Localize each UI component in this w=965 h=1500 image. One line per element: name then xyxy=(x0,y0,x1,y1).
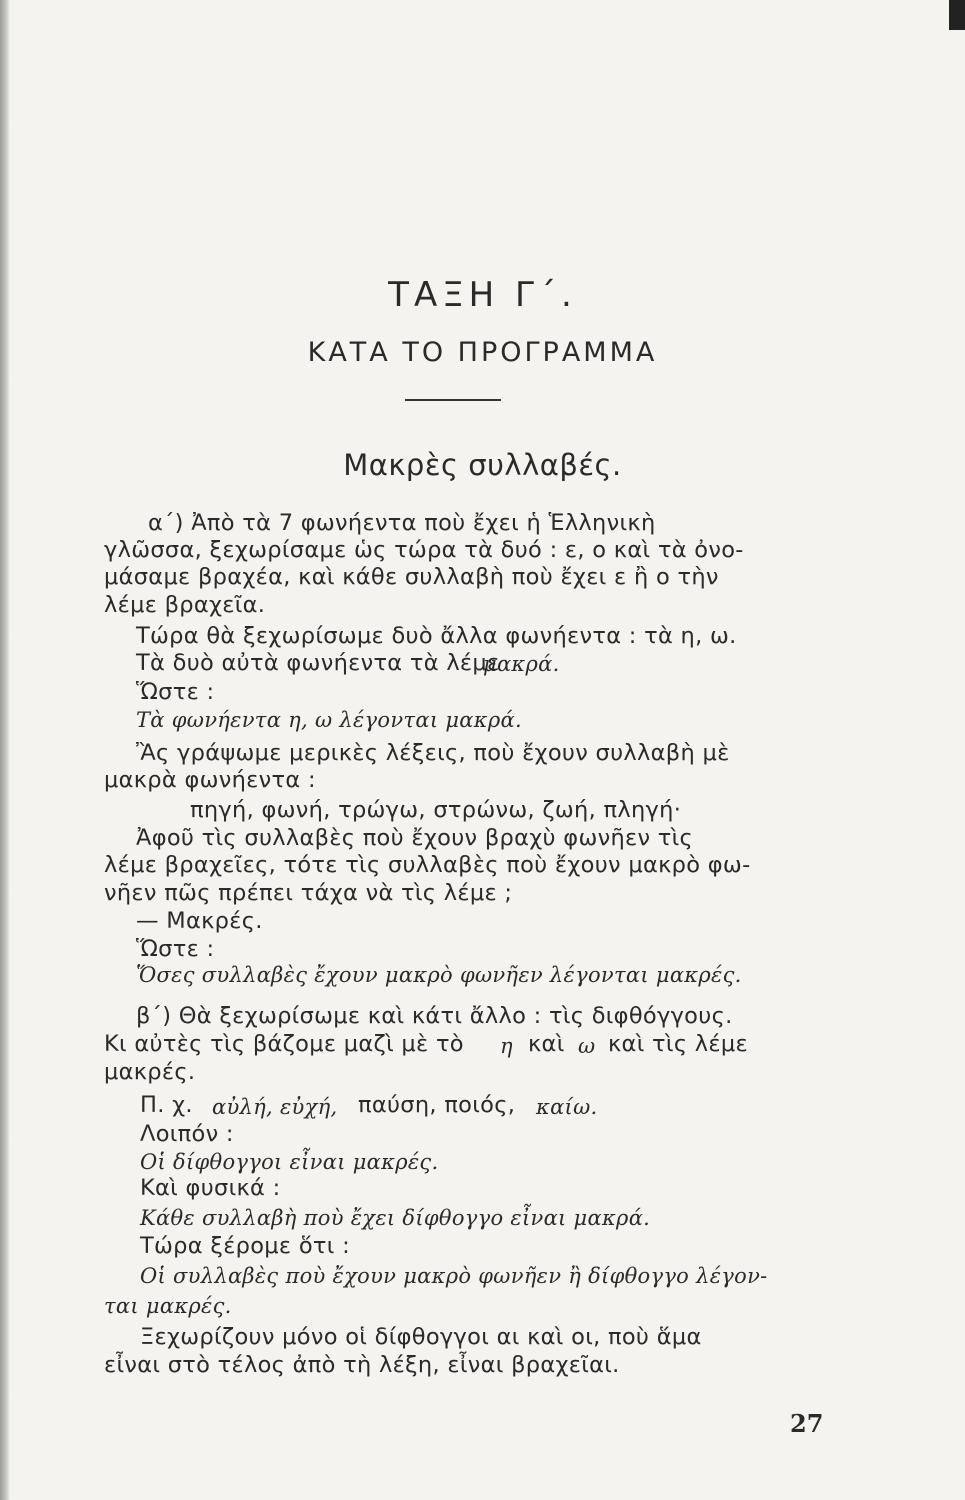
text-line: Ξεχωρίζουν μόνο οἱ δίφθογγοι αι καὶ οι, ποὺ ἅμα xyxy=(140,1324,702,1350)
text-line: καὶ xyxy=(528,1031,565,1057)
chapter-subheading: ΚΑΤΑ ΤΟ ΠΡΟΓΡΑΜΜΑ xyxy=(307,337,658,368)
emphasis-word: μακρά. xyxy=(483,652,560,676)
section-title: Μακρὲς συλλαβές. xyxy=(343,448,622,482)
text-line: Ἂς γράψωμε μερικὲς λέξεις, ποὺ ἔχουν συλλαβὴ μὲ xyxy=(136,740,730,766)
rule-statement: Οἱ δίφθογγοι εἶναι μακρές. xyxy=(140,1150,439,1174)
letter-omega: ω xyxy=(578,1034,596,1058)
text-line: νῆεν πῶς πρέπει τάχα νὰ τὶς λέμε ; xyxy=(104,880,513,906)
chapter-heading: ΤΑΞΗ Γ΄. xyxy=(388,275,577,315)
text-line: Λοιπόν : xyxy=(140,1121,234,1147)
example-words: καίω. xyxy=(536,1095,598,1119)
text-line: Τώρα ξέρομε ὅτι : xyxy=(140,1233,350,1259)
example-words: πηγή, φωνή, τρώγω, στρώνω, ζωή, πληγή· xyxy=(190,797,682,823)
text-line: εἶναι στὸ τέλος ἀπὸ τὴ λέξη, εἶναι βραχεῖαι. xyxy=(104,1352,620,1378)
text-line: Τὰ δυὸ αὐτὰ φωνήεντα τὰ λέμε xyxy=(136,650,500,676)
text-line: καὶ τὶς λέμε xyxy=(608,1031,748,1057)
text-line: Κι αὐτὲς τὶς βάζομε μαζὶ μὲ τὸ xyxy=(104,1031,464,1057)
rule-statement: Οἱ συλλαβὲς ποὺ ἔχουν μακρὸ φωνῆεν ἢ δίφθογγο λέγον- xyxy=(140,1264,768,1288)
text-line: Καὶ φυσικά : xyxy=(140,1175,281,1201)
text-line: μακρὰ φωνήεντα : xyxy=(104,767,316,793)
page-number: 27 xyxy=(790,1409,824,1438)
text-line: λέμε βραχεῖες, τότε τὶς συλλαβὲς ποὺ ἔχουν μακρὸ φω- xyxy=(104,852,751,878)
letter-eta: η xyxy=(500,1034,513,1058)
text-line: β΄) Θὰ ξεχωρίσωμε καὶ κάτι ἄλλο : τὶς διφθόγγους. xyxy=(136,1003,733,1029)
divider-rule xyxy=(405,399,501,401)
page-binding-edge xyxy=(0,0,10,1500)
text-line: Π. χ. xyxy=(140,1092,193,1118)
text-line: Ἀφοῦ τὶς συλλαβὲς ποὺ ἔχουν βραχὺ φωνῆεν τὶς xyxy=(136,825,694,851)
corner-mark xyxy=(949,0,965,30)
example-words: αὐλή, εὐχή, xyxy=(212,1095,338,1119)
example-words: παύση, ποιός, xyxy=(358,1092,516,1118)
text-line: μάσαμε βραχέα, καὶ κάθε συλλαβὴ ποὺ ἔχει ε ἢ ο τὴν xyxy=(104,564,719,590)
text-line: Ὥστε : xyxy=(136,936,215,962)
text-line: γλῶσσα, ξεχωρίσαμε ὡς τώρα τὰ δυό : ε, ο καὶ τὰ ὀνο- xyxy=(104,537,744,563)
rule-statement: Ὅσες συλλαβὲς ἔχουν μακρὸ φωνῆεν λέγονται μακρές. xyxy=(136,963,742,987)
text-line: Ὥστε : xyxy=(136,679,215,705)
text-line: — Μακρές. xyxy=(136,908,263,934)
rule-statement: ται μακρές. xyxy=(104,1294,232,1318)
rule-statement: Κάθε συλλαβὴ ποὺ ἔχει δίφθογγο εἶναι μακρά. xyxy=(140,1206,651,1230)
rule-statement: Τὰ φωνήεντα η, ω λέγονται μακρά. xyxy=(136,708,522,732)
text-line: λέμε βραχεῖα. xyxy=(104,592,266,618)
text-line: Τώρα θὰ ξεχωρίσωμε δυὸ ἄλλα φωνήεντα : τὰ η, ω. xyxy=(136,623,737,649)
text-line: μακρές. xyxy=(104,1059,196,1085)
text-line: α΄) Ἀπὸ τὰ 7 φωνήεντα ποὺ ἔχει ἡ Ἑλληνικὴ xyxy=(148,510,656,536)
